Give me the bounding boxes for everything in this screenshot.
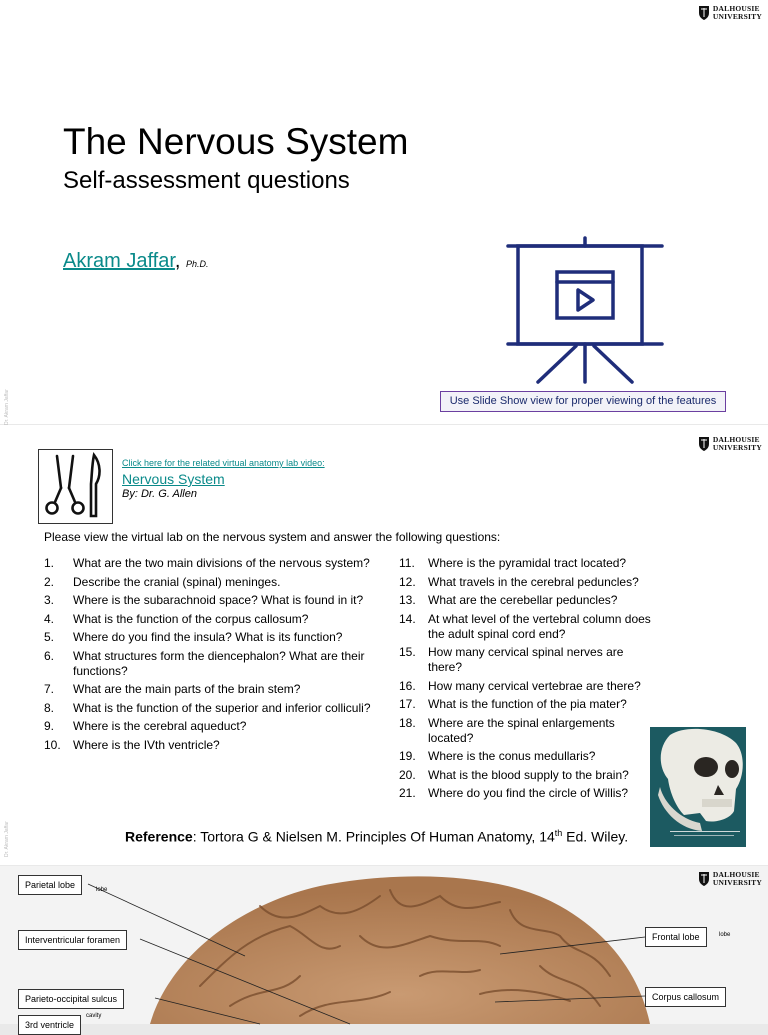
author: Akram Jaffar, Ph.D. <box>63 250 209 272</box>
page-subtitle: Self-assessment questions <box>63 167 350 194</box>
question-text: What is the blood supply to the brain? <box>428 767 629 782</box>
question-text: Where do you find the circle of Willis? <box>428 786 629 800</box>
question-text: What structures form the diencephalon? What are their functions? <box>73 648 365 678</box>
question-text: What are the cerebellar peduncles? <box>428 593 618 607</box>
question-item <box>44 738 379 753</box>
question-text: How many cervical vertebrae are there? <box>428 678 641 693</box>
question-text: What is the function of the superior and inferior colliculi? <box>73 700 371 715</box>
shield-icon <box>698 5 710 21</box>
question-text: What travels in the cerebral peduncles? <box>428 574 639 589</box>
question-item <box>399 749 659 764</box>
question-number: 13. <box>399 593 416 607</box>
dalhousie-logo: DALHOUSIE UNIVERSITY <box>698 5 762 21</box>
title-slide <box>0 0 768 424</box>
brain-slide <box>0 866 768 1030</box>
shield-icon <box>698 436 710 452</box>
question-item <box>44 701 379 716</box>
question-number: 12. <box>399 574 416 589</box>
question-text: Where do you find the insula? What is its function? <box>73 630 343 644</box>
reference: Reference: Tortora G & Nielsen M. Principles Of Human Anatomy, 14th Ed. Wiley. <box>125 828 629 845</box>
question-number: 10. <box>44 737 61 752</box>
question-item <box>399 716 659 746</box>
question-item <box>399 786 659 801</box>
shield-icon <box>698 871 710 887</box>
question-item <box>399 556 659 571</box>
question-text: Where are the spinal enlargements located? <box>428 715 615 745</box>
question-item <box>399 768 659 783</box>
question-number: 14. <box>399 611 416 626</box>
question-text: Where is the IVth ventricle? <box>73 737 220 752</box>
questions-slide <box>0 425 768 865</box>
label-parietal-lobe: Parietal lobe <box>18 875 82 895</box>
slideshow-note: Use Slide Show view for proper viewing of the features <box>440 391 726 412</box>
question-number: 20. <box>399 767 416 782</box>
dalhousie-logo: DALHOUSIE UNIVERSITY <box>698 871 762 887</box>
question-text: What are the main parts of the brain stem? <box>73 682 301 696</box>
presentation-video-icon[interactable] <box>508 236 662 386</box>
skull-image <box>650 727 746 847</box>
question-number: 1. <box>44 556 55 570</box>
question-item <box>44 612 379 627</box>
question-item <box>399 593 659 608</box>
question-number: 18. <box>399 715 416 730</box>
label-cavity-small: cavity <box>86 1013 102 1019</box>
question-text: At what level of the vertebral column does the adult spinal cord end? <box>428 611 651 641</box>
question-text: Where is the conus medullaris? <box>428 749 596 763</box>
label-interventricular-foramen: Interventricular foramen <box>18 930 127 950</box>
question-number: 16. <box>399 678 416 693</box>
watermark: Dr. Akram Jaffar <box>4 821 10 857</box>
watermark: Dr. Akram Jaffar <box>4 389 10 425</box>
question-item <box>399 697 659 712</box>
question-item <box>399 645 659 675</box>
question-number: 3. <box>44 593 55 607</box>
author-link[interactable]: Akram Jaffar <box>63 250 175 272</box>
questions-list-right <box>399 556 659 805</box>
question-item <box>44 630 379 645</box>
label-frontal-lobe-small: lobe <box>719 932 731 938</box>
question-item <box>44 719 379 734</box>
question-item <box>44 593 379 608</box>
question-number: 11. <box>399 556 415 570</box>
question-number: 17. <box>399 697 416 711</box>
question-number: 9. <box>44 719 55 733</box>
question-number: 21. <box>399 786 416 800</box>
question-number: 5. <box>44 630 55 644</box>
question-item <box>399 679 659 694</box>
scissors-scalpel-icon <box>39 450 112 523</box>
video-author: By: Dr. G. Allen <box>122 488 197 500</box>
question-number: 19. <box>399 749 416 763</box>
question-text: What is the function of the corpus callosum? <box>73 611 309 626</box>
question-text: How many cervical spinal nerves are there? <box>428 645 624 674</box>
question-item <box>44 556 379 571</box>
question-number: 4. <box>44 611 55 626</box>
label-corpus-callosum: Corpus callosum <box>645 987 726 1007</box>
question-item <box>44 682 379 697</box>
question-item <box>399 612 659 642</box>
question-text: What is the function of the pia mater? <box>428 697 627 711</box>
question-item <box>44 575 379 590</box>
question-number: 2. <box>44 574 55 589</box>
question-text: Where is the pyramidal tract located? <box>428 556 627 570</box>
question-text: Where is the cerebral aqueduct? <box>73 719 247 733</box>
questions-list-left <box>44 556 379 756</box>
label-frontal-lobe: Frontal lobe <box>645 927 707 947</box>
question-text: What are the two main divisions of the nervous system? <box>73 556 370 570</box>
tools-box <box>38 449 113 524</box>
question-text: Describe the cranial (spinal) meninges. <box>73 574 281 589</box>
textbook-cover <box>650 727 746 847</box>
question-number: 8. <box>44 700 55 715</box>
page-title: The Nervous System <box>63 121 409 162</box>
video-title-link[interactable]: Nervous System <box>122 471 225 487</box>
author-degree: Ph.D. <box>186 259 209 269</box>
question-item <box>44 649 379 679</box>
label-parietal-lobe-small: lobe <box>96 887 108 893</box>
question-number: 6. <box>44 648 55 663</box>
intro-text: Please view the virtual lab on the nervous system and answer the following questions: <box>44 530 501 544</box>
question-text: Where is the subarachnoid space? What is found in it? <box>73 593 364 607</box>
question-item <box>399 575 659 590</box>
dalhousie-logo: DALHOUSIE UNIVERSITY <box>698 436 762 452</box>
question-number: 15. <box>399 645 416 659</box>
video-link[interactable]: Click here for the related virtual anatomy lab video: <box>122 458 325 468</box>
question-number: 7. <box>44 682 55 696</box>
label-parieto-occipital-sulcus: Parieto-occipital sulcus <box>18 989 124 1009</box>
label-3rd-ventricle: 3rd ventricle <box>18 1015 81 1035</box>
